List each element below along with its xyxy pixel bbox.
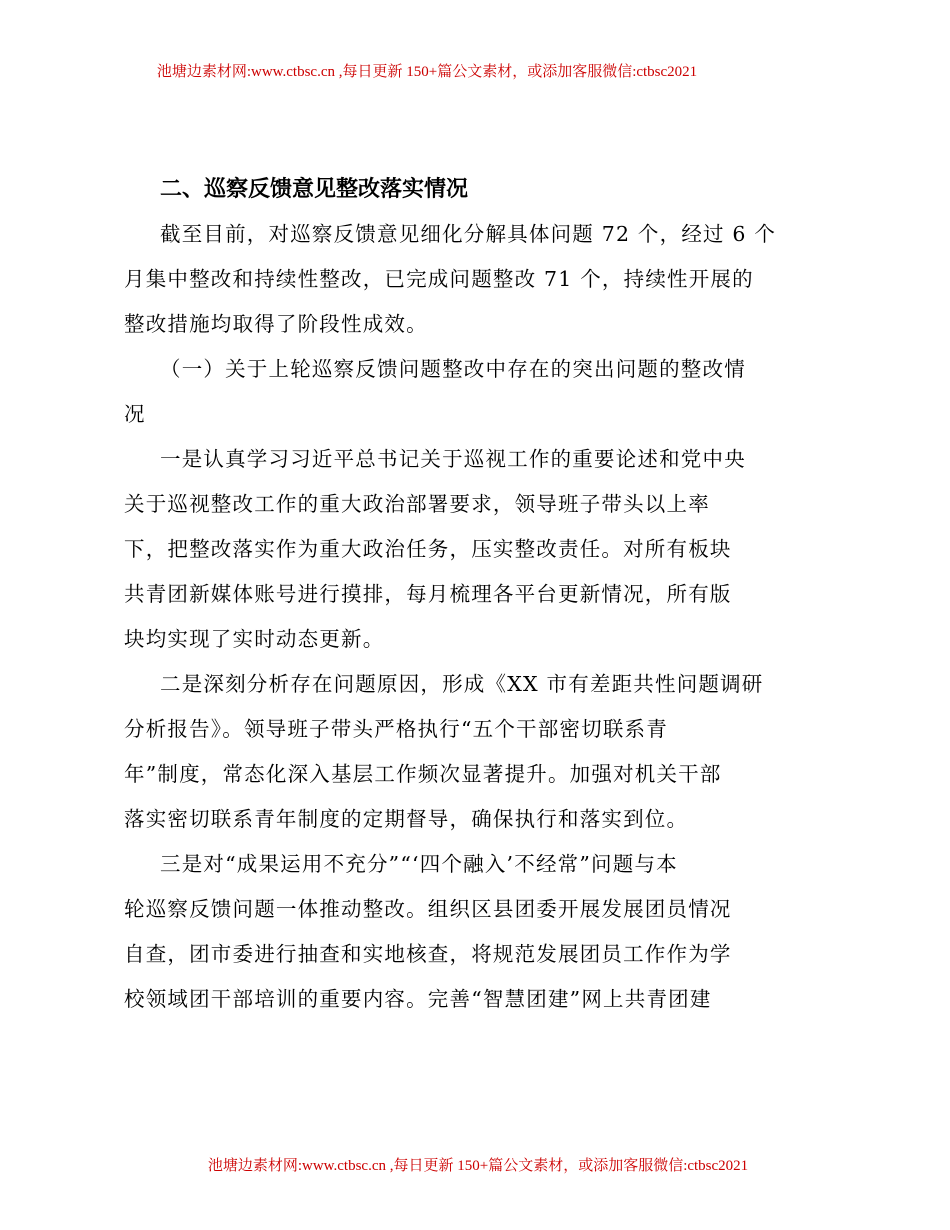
subsection-heading	[124, 347, 840, 437]
text-line: 共青团新媒体账号进行摸排，每月梳理各平台更新情况，所有版	[124, 582, 732, 606]
text-line: 落实密切联系青年制度的定期督导，确保执行和落实到位。	[124, 807, 689, 831]
document-body	[124, 168, 840, 1022]
section-heading: 二、巡察反馈意见整改落实情况	[160, 177, 469, 202]
text-line: 月集中整改和持续性整改，已完成问题整改 71 个，持续性开展的	[124, 267, 754, 291]
footer-watermark: 池塘边素材网:www.ctbsc.cn ,每日更新 150+篇公文素材，或添加客服微信:ctbsc2021	[207, 1158, 749, 1174]
text-line: 块均实现了实时动态更新。	[124, 627, 385, 651]
text-line: 下，把整改落实作为重大政治任务，压实整改责任。对所有板块	[124, 537, 732, 561]
text-line: 自查，团市委进行抽查和实地核查，将规范发展团员工作作为学	[124, 942, 732, 966]
header-watermark: 池塘边素材网:www.ctbsc.cn ,每日更新 150+篇公文素材，或添加客服微信:ctbsc2021	[156, 64, 698, 80]
text-line: 三是对“成果运用不充分”“‘四个融入’不经常”问题与本	[160, 852, 678, 876]
text-line: 分析报告》。领导班子带头严格执行“五个干部密切联系青	[124, 717, 668, 741]
text-line: 况	[124, 402, 146, 426]
text-line: （一）关于上轮巡察反馈问题整改中存在的突出问题的整改情	[160, 357, 746, 381]
paragraph-point-two	[124, 662, 840, 842]
text-line: 轮巡察反馈问题一体推动整改。组织区县团委开展发展团员情况	[124, 897, 732, 921]
paragraph-point-three	[124, 842, 840, 1022]
paragraph-summary	[124, 212, 840, 347]
text-line: 关于巡视整改工作的重大政治部署要求，领导班子带头以上率	[124, 492, 710, 516]
text-line: 一是认真学习习近平总书记关于巡视工作的重要论述和党中央	[160, 447, 746, 471]
text-line: 年”制度，常态化深入基层工作频次显著提升。加强对机关干部	[124, 762, 722, 786]
text-line: 截至目前，对巡察反馈意见细化分解具体问题 72 个，经过 6 个	[160, 222, 777, 246]
paragraph-point-one	[124, 437, 840, 662]
text-line: 整改措施均取得了阶段性成效。	[124, 312, 428, 336]
text-line: 二是深刻分析存在问题原因，形成《XX 市有差距共性问题调研	[160, 672, 764, 696]
text-line: 校领域团干部培训的重要内容。完善“智慧团建”网上共青团建	[124, 987, 712, 1011]
